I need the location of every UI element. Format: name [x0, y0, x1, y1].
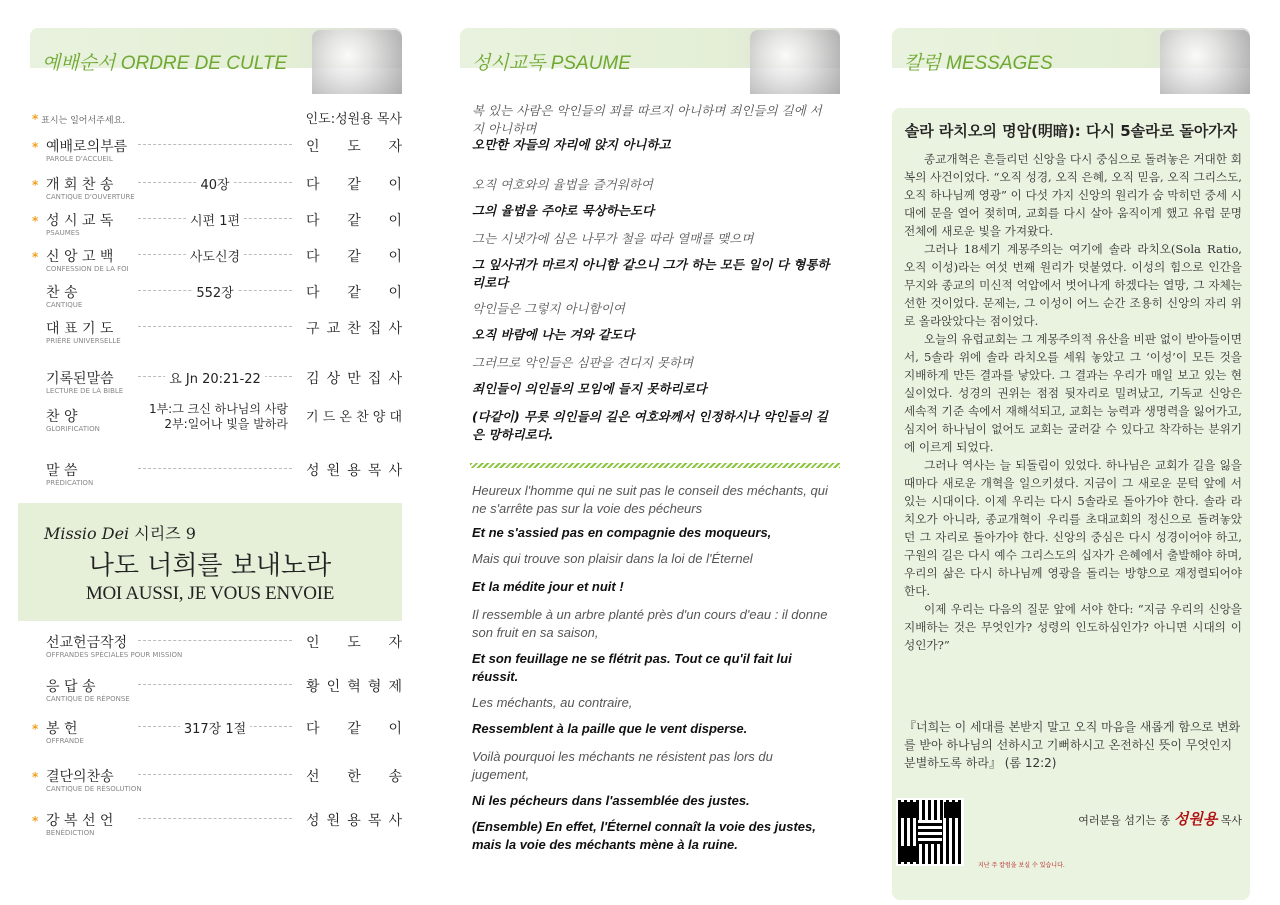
order-row — [30, 402, 403, 440]
order-item-fr: BÉNÉDICTION — [46, 829, 95, 837]
psalm-line-fr: Mais qui trouve son plaisir dans la loi de l'Éternel — [472, 551, 753, 566]
psalm-line-ko: 그의 율법을 주야로 묵상하는도다 — [472, 203, 655, 218]
section-title: 칼럼 MESSAGES — [904, 53, 1053, 74]
order-row — [30, 718, 402, 752]
order-item-person: 다 같 이 — [306, 249, 402, 265]
order-item-ko: 개 회 찬 송 — [46, 177, 114, 193]
order-row — [30, 282, 402, 316]
standing-marker: * — [32, 250, 39, 264]
standing-note: * 표시는 일어서주세요. — [32, 112, 126, 126]
dotted-leader — [138, 326, 292, 327]
sermon-title-ko: 나도 너희를 보내노라 — [88, 551, 332, 581]
psalm-line-ko: 그는 시냇가에 심은 나무가 철을 따라 열매를 맺으며 — [472, 231, 754, 246]
order-row — [30, 810, 402, 844]
psalm-line-ko: 복 있는 사람은 악인들의 꾀를 따르지 아니하며 죄인들의 길에 서지 아니하며 — [472, 103, 822, 136]
order-item-ko: 성 시 교 독 — [46, 213, 114, 229]
standing-marker: * — [32, 814, 39, 828]
sermon-title-fr: MOI AUSSI, JE VOUS ENVOIE — [85, 583, 335, 604]
order-row — [30, 368, 402, 402]
order-item-fr: CANTIQUE D'OUVERTURE — [46, 193, 135, 201]
psalm-column — [460, 28, 840, 852]
order-item-fr: OFFRANDES SPÉCIALES POUR MISSION — [46, 651, 183, 659]
psalm-line-fr: Heureux l'homme qui ne suit pas le conseil des méchants, qui ne s'arrête pas sur la voie des pécheurs — [472, 483, 828, 516]
order-row — [30, 766, 402, 800]
order-item-person: 기 드 온 찬 양 대 — [306, 410, 403, 425]
dotted-leader — [138, 640, 292, 641]
section-title: 성시교독 PSAUME — [472, 53, 631, 74]
section-title: 예배순서 ORDRE DE CULTE — [42, 53, 288, 74]
psalm-line-ko: 오직 여호와의 율법을 즐거워하여 — [472, 177, 653, 192]
psalm-line-fr: (Ensemble) En effet, l'Éternel connaît la voie des justes, mais la voie des méchants mène à la ruine. — [472, 819, 816, 852]
sermon-banner — [18, 503, 402, 621]
message-paragraph: 그러나 18세기 계몽주의는 여기에 솔라 라치오(Sola Ratio, 오직 이성)라는 여섯 번째 원리가 덧붙였다. 이성의 힘으로 인간을 무지와 종교의 미신적 억압에서 벗어나게 하겠다는 열망, 그 자체는 선한 것이었다. 문제는, 그 이성이 어느 순간 조용히 신앙의 자리 위로 올라앉았다는 점이었다. — [904, 242, 1242, 328]
order-item-person: 인 도 자 — [306, 635, 402, 651]
message-paragraph: 오늘의 유럽교회는 그 계몽주의적 유산을 비판 없이 받아들이면서, 5솔라 위에 솔라 라치오를 세워 놓았고 그 ‘이성’이 모든 것을 지배하게 만든 결과를 낳았다. 그 결과는 우리가 매일 보고 있는 현실이었다. 성경의 권위는 점점 뒷자리로 밀려났고, 기독교 신앙은 세속적 기준 속에서 재해석되고, 교회는 능력과 생명력을 잃어가고, 심지어 하나님이 없어도 교회는 굴러갈 수 있다고 착각하는 분위기에 이르게 되었다. — [904, 332, 1242, 454]
psalm-line-fr: Ni les pécheurs dans l'assemblée des justes. — [472, 793, 750, 808]
order-item-ko: 봉 헌 — [46, 721, 78, 737]
message-title: 솔라 라치오의 명암(明暗): 다시 5솔라로 돌아가자 — [904, 122, 1238, 140]
psalm-line-ko: 오만한 자들의 자리에 앉지 아니하고 — [472, 137, 671, 152]
order-row — [30, 632, 402, 666]
header-coffee-image — [1160, 30, 1250, 94]
leader-label: 인도:성원용 목사 — [305, 112, 402, 127]
order-item-ko: 찬 송 — [46, 285, 78, 301]
order-item-person: 선 한 송 — [306, 769, 402, 785]
psalm-line-ko: 악인들은 그렇지 아니함이여 — [472, 301, 625, 316]
psalm-line-fr: Et ne s'assied pas en compagnie des moqueurs, — [472, 525, 772, 540]
section-header — [30, 28, 402, 74]
order-item-ko: 대 표 기 도 — [46, 321, 114, 337]
dotted-leader — [138, 468, 292, 469]
dotted-leader — [138, 144, 292, 145]
order-row — [30, 136, 402, 170]
message-paragraph: 종교개혁은 흔들리던 신앙을 다시 중심으로 돌려놓은 거대한 회복의 사건이었다. “오직 성경, 오직 은혜, 오직 믿음, 오직 그리스도, 오직 하나님께 영광” 이 다섯 가지 신앙의 원리가 숨 막히던 중세 시대에 문을 열어 젖히며, 교회를 다시 살아 움직이게 했고 유럽 문명 전체에 새로운 빛을 가져왔다. — [904, 152, 1242, 238]
order-item-fr: CANTIQUE DE RÉSOLUTION — [46, 785, 142, 793]
psalm-line-fr: Et son feuillage ne se flétrit pas. Tout ce qu'il fait lui réussit. — [472, 651, 792, 684]
standing-marker: * — [32, 722, 39, 736]
order-item-value: 552장 — [138, 282, 292, 301]
order-item-ko: 결단의찬송 — [46, 769, 114, 785]
standing-marker: * — [32, 140, 39, 154]
order-row — [30, 460, 402, 494]
order-item-fr: OFFRANDE — [46, 737, 84, 745]
psalm-line-ko: 오직 바람에 나는 겨와 같도다 — [472, 327, 635, 342]
psalm-line-fr: Et la médite jour et nuit ! — [472, 579, 624, 594]
order-item-value: 사도신경 — [138, 246, 292, 265]
order-item-person: 구 교 찬 집 사 — [306, 321, 402, 337]
standing-marker: * — [32, 214, 39, 228]
section-header — [892, 28, 1250, 74]
order-item-person: 다 같 이 — [306, 177, 402, 193]
message-paragraph: 그러나 역사는 늘 되돌림이 있었다. 하나님은 교회가 길을 잃을 때마다 새로운 개혁을 일으키셨다. 지금이 그 새로운 문턱 앞에 서 있는 시대이다. 이제 우리는 다시 5솔라로 돌아가야 한다. 솔라 라치오가 아니라, 종교개혁이 우리를 초대교회의 정신으로 돌려놓았던 그 자리로 돌아가야 한다. 신앙의 중심은 다시 성경이어야 하고, 구원의 길은 다시 예수 그리스도의 십자가 은혜에서 출발해야 하며, 우리의 삶은 다시 하나님께 영광을 돌리는 방향으로 재정렬되어야 한다. — [904, 458, 1242, 598]
order-row — [30, 246, 402, 280]
order-item-person: 인 도 자 — [306, 139, 402, 155]
order-item-ko: 신 앙 고 백 — [46, 249, 114, 265]
psalm-line-ko: 그 잎사귀가 마르지 아니함 같으니 그가 하는 모든 일이 다 형통하리로다 — [472, 257, 830, 290]
header-decoration-image — [312, 30, 402, 94]
order-item-ko: 선교헌금작정 — [46, 635, 128, 651]
order-item-fr: CANTIQUE DE RÉPONSE — [46, 695, 130, 703]
order-item-person: 성 원 용 목 사 — [306, 463, 402, 479]
psalm-line-ko: 죄인들이 의인들의 모임에 들지 못하리로다 — [472, 381, 707, 396]
order-item-person: 다 같 이 — [306, 285, 402, 301]
order-item-value: 시편 1편 — [138, 210, 292, 229]
dotted-leader — [138, 684, 292, 685]
order-item-value: 317장 1절 — [138, 718, 292, 737]
psalm-line-fr: Il ressemble à un arbre planté près d'un cours d'eau : il donne son fruit en sa saison, — [472, 607, 828, 640]
scripture-quote: 『너희는 이 세대를 본받지 말고 오직 마음을 새롭게 함으로 변화를 받아 하나님의 선하시고 기뻐하시고 온전하신 뜻이 무엇인지 분별하도록 하라』 (롬 12:2) — [904, 720, 1241, 770]
psalm-line-ko: (다같이) 무릇 의인들의 길은 여호와께서 인정하시나 악인들의 길은 망하리로다. — [472, 409, 828, 442]
dotted-leader — [138, 774, 292, 775]
standing-marker: * — [32, 178, 39, 192]
signature: 여러분을 섬기는 종 성원용 목사 — [1078, 810, 1242, 828]
psalm-line-ko: 그러므로 악인들은 심판을 견디지 못하며 — [472, 355, 694, 370]
order-item-fr: LECTURE DE LA BIBLE — [46, 387, 124, 395]
order-item-ko: 강 복 선 언 — [46, 813, 114, 829]
order-item-fr: CONFESSION DE LA FOI — [46, 265, 129, 273]
psalm-line-fr: Les méchants, au contraire, — [472, 695, 633, 710]
order-item-ko: 예배로의부름 — [46, 139, 128, 155]
order-item-fr: PAROLE D'ACCUEIL — [46, 155, 113, 163]
order-row — [30, 174, 402, 208]
order-item-value: 요 Jn 20:21-22 — [138, 368, 292, 387]
section-header — [460, 28, 840, 74]
order-row — [30, 318, 402, 352]
order-item-fr: PSAUMES — [46, 229, 80, 237]
order-item-person: 황 인 혁 형 제 — [306, 679, 402, 695]
order-item-person: 성 원 용 목 사 — [306, 813, 402, 829]
order-item-person: 다 같 이 — [306, 721, 402, 737]
header-decoration-image — [750, 30, 840, 94]
order-item-value: 1부:그 크신 하나님의 사랑 2부:일어나 빛을 발하라 — [138, 402, 292, 432]
order-item-person: 다 같 이 — [306, 213, 402, 229]
order-row — [30, 676, 402, 710]
order-row — [30, 210, 402, 244]
order-item-ko: 찬 양 — [46, 409, 78, 425]
order-item-ko: 기록된말씀 — [46, 371, 114, 387]
order-item-value: 40장 — [138, 174, 292, 193]
order-item-fr: GLORIFICATION — [46, 425, 100, 433]
order-item-fr: CANTIQUE — [46, 301, 83, 309]
dotted-leader — [138, 818, 292, 819]
series-label: Missio Dei 시리즈 9 — [44, 524, 196, 543]
order-item-ko: 말 씀 — [46, 463, 78, 479]
divider — [470, 463, 840, 468]
order-item-fr: PRÉDICATION — [46, 479, 94, 487]
order-item-person: 김 상 만 집 사 — [306, 371, 402, 387]
message-paragraph: 이제 우리는 다음의 질문 앞에 서야 한다: “지금 우리의 신앙을 지배하는 것은 무엇인가? 성령의 인도하심인가? 아니면 시대의 이성인가?” — [904, 602, 1242, 652]
psalm-line-fr: Ressemblent à la paille que le vent disperse. — [472, 721, 748, 736]
qr-caption: 지난 주 칼럼을 보실 수 있습니다. — [978, 862, 1065, 869]
messages-column — [892, 28, 1250, 869]
qr-code[interactable] — [896, 798, 964, 866]
psalm-line-fr: Voilà pourquoi les méchants ne résistent pas lors du jugement, — [472, 749, 773, 782]
order-item-fr: PRIÈRE UNIVERSELLE — [46, 337, 121, 345]
order-of-worship-column — [30, 28, 403, 837]
message-body — [904, 150, 1242, 654]
standing-marker: * — [32, 770, 39, 784]
order-item-ko: 응 답 송 — [46, 679, 96, 695]
